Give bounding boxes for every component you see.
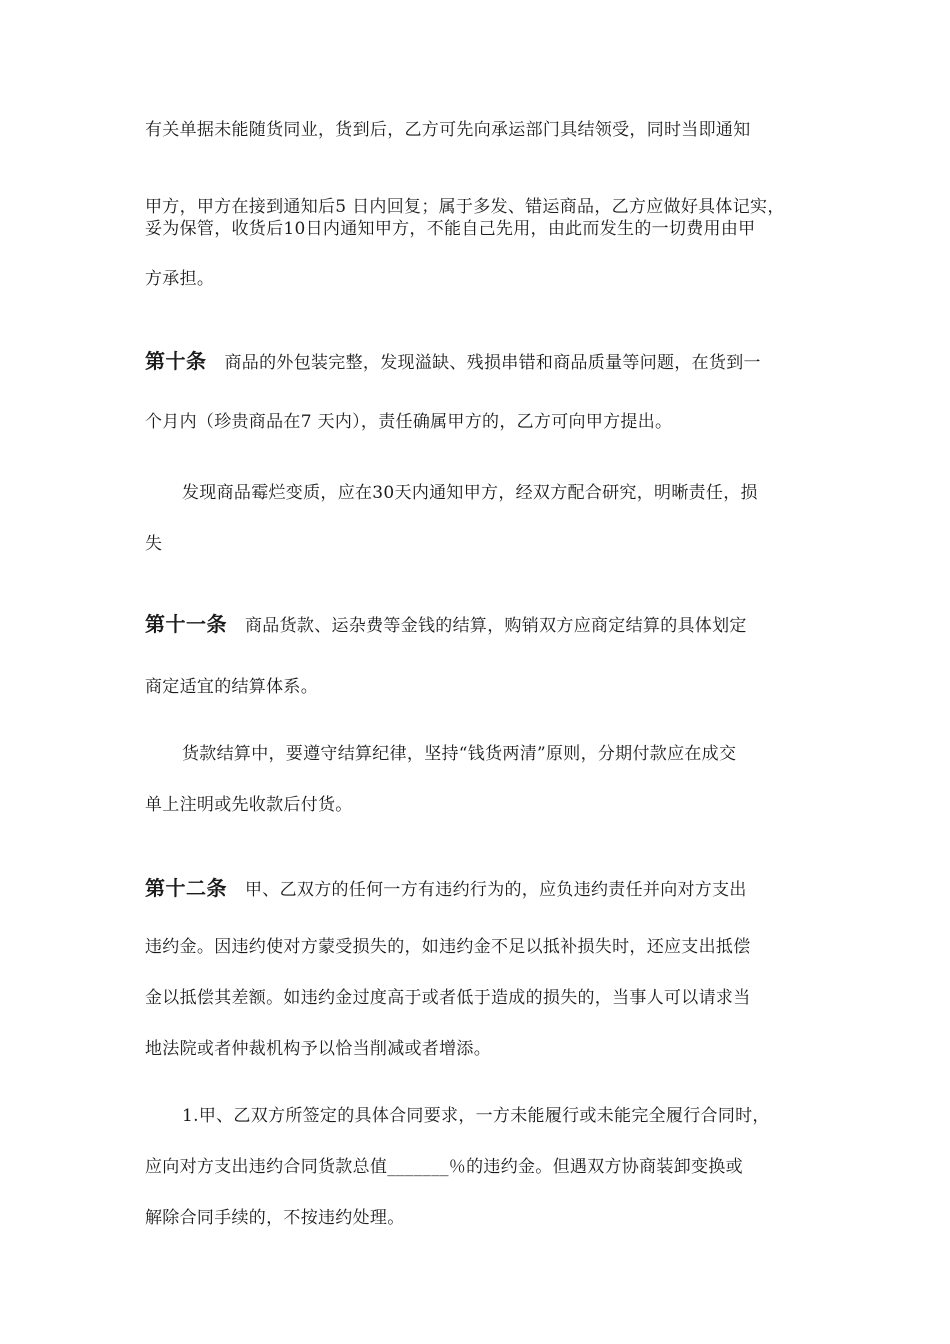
article-12-line: 地法院或者仲裁机构予以恰当削减或者增添。 [145, 1039, 491, 1059]
article-10-heading: 第十条 [145, 349, 207, 373]
article-11-text: 商品货款、运杂费等金钱的结算，购销双方应商定结算的具体划定 [245, 616, 747, 636]
article-12-heading: 第十二条 [145, 876, 227, 900]
article-11-sub-line: 单上注明或先收款后付货。 [145, 795, 353, 815]
article-10-text: 商品的外包装完整，发现溢缺、残损串错和商品质量等问题，在货到一 [224, 353, 761, 373]
paragraph-line: 有关单据未能随货同业，货到后，乙方可先向承运部门具结领受，同时当即通知 [145, 120, 751, 140]
article-11-line [145, 612, 747, 638]
article-12-line [145, 876, 747, 902]
article-12-sub-line: 应向对方支出违约合同货款总值_______％的违约金。但遇双方协商装卸变换或 [145, 1157, 743, 1177]
article-11-sub-line: 货款结算中，要遵守结算纪律，坚持“钱货两清”原则，分期付款应在成交 [182, 744, 737, 764]
article-10-line [145, 349, 761, 375]
article-11-heading: 第十一条 [145, 612, 227, 636]
article-12-line: 违约金。因违约使对方蒙受损失的，如违约金不足以抵补损失时，还应支出抵偿 [145, 937, 751, 957]
article-12-sub-line: 1.甲、乙双方所签定的具体合同要求，一方未能履行或未能完全履行合同时， [182, 1106, 770, 1126]
paragraph-line: 妥为保管，收货后10日内通知甲方，不能自己先用，由此而发生的一切费用由甲 [145, 219, 756, 239]
article-11-line: 商定适宜的结算体系。 [145, 677, 318, 697]
paragraph-line: 方承担。 [145, 269, 215, 289]
article-12-text: 甲、乙双方的任何一方有违约行为的，应负违约责任并向对方支出 [245, 880, 747, 900]
article-12-line: 金以抵偿其差额。如违约金过度高于或者低于造成的损失的，当事人可以请求当 [145, 988, 751, 1008]
article-10-line: 个月内（珍贵商品在7 天内），责任确属甲方的，乙方可向甲方提出。 [145, 412, 673, 432]
paragraph-line: 甲方，甲方在接到通知后5 日内回复；属于多发、错运商品，乙方应做好具体记实， [145, 197, 785, 217]
article-12-sub-line: 解除合同手续的，不按违约处理。 [145, 1208, 405, 1228]
article-10-sub-line: 失 [145, 534, 163, 554]
article-10-sub-line: 发现商品霉烂变质，应在30天内通知甲方，经双方配合研究，明晰责任，损 [182, 483, 758, 503]
